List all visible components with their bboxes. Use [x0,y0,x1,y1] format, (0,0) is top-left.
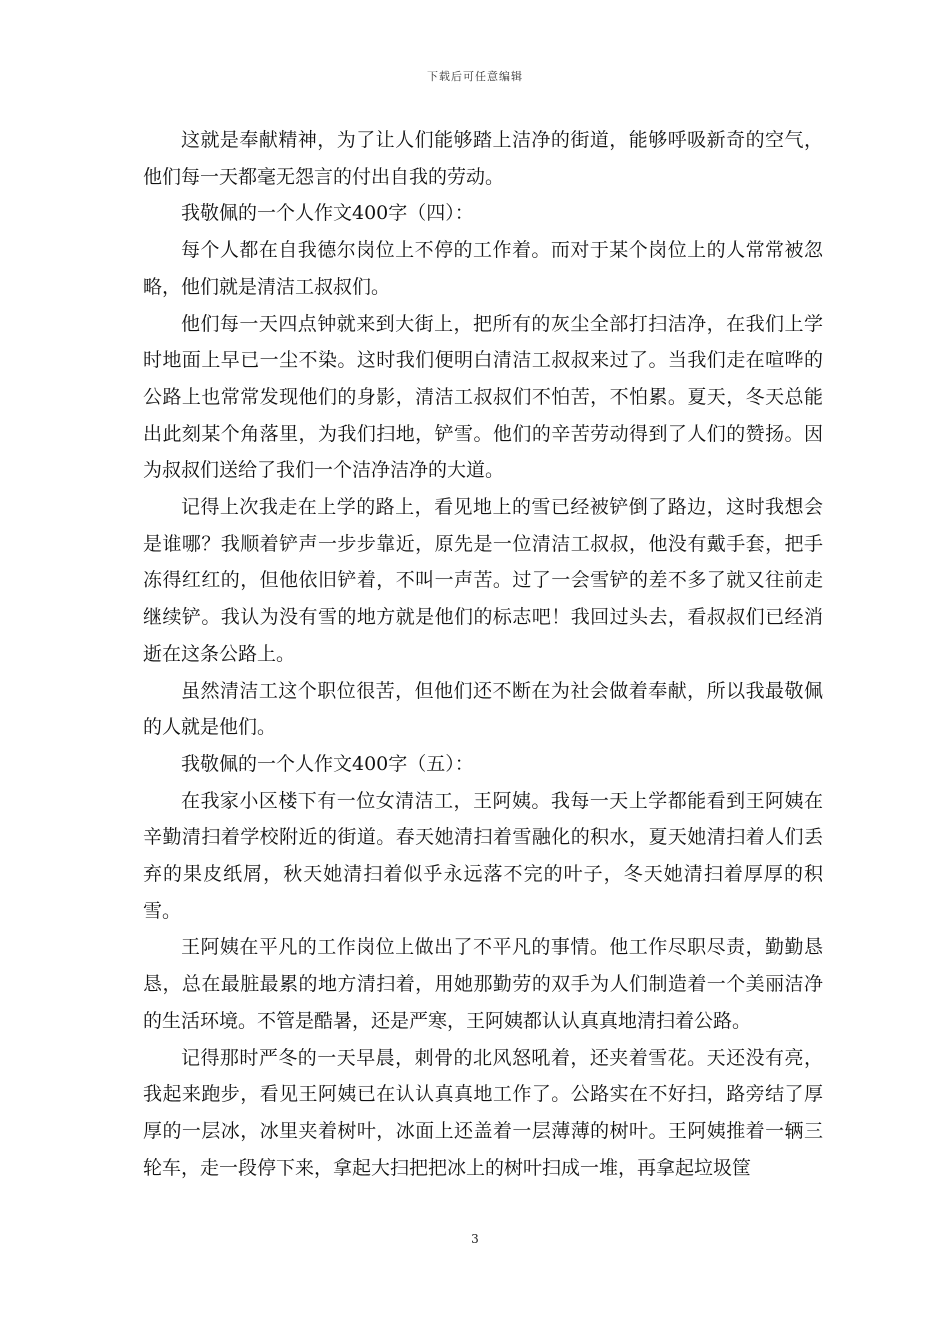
document-body [143,122,823,1186]
page-number: 3 [471,1232,479,1246]
paragraph: 虽然清洁工这个职位很苦，但他们还不断在为社会做着奉献，所以我最敬佩的人就是他们。 [143,679,823,739]
section-heading: 我敬佩的一个人作文400字（四）： [181,202,474,225]
paragraph: 记得那时严冬的一天早晨，刺骨的北风怒吼着，还夹着雪花。天还没有亮，我起来跑步，看见王阿姨已在认认真真地工作了。公路实在不好扫，路旁结了厚厚的一层冰，冰里夹着树叶，冰面上还盖着一层薄薄的树叶。王阿姨推着一辆三轮车，走一段停下来，拿起大扫把把冰上的树叶扫成一堆，再拿起垃圾筐 [143,1046,823,1179]
section-heading: 我敬佩的一个人作文400字（五）： [181,752,474,775]
paragraph: 他们每一天四点钟就来到大街上，把所有的灰尘全部打扫洁净，在我们上学时地面上早已一尘不染。这时我们便明白清洁工叔叔来过了。当我们走在喧哗的公路上也常常发现他们的身影，清洁工叔叔们不怕苦，不怕累。夏天，冬天总能出此刻某个角落里，为我们扫地，铲雪。他们的辛苦劳动得到了人们的赞扬。因为叔叔们送给了我们一个洁净洁净的大道。 [143,312,823,482]
paragraph: 王阿姨在平凡的工作岗位上做出了不平凡的事情。他工作尽职尽责，勤勤恳恳，总在最脏最累的地方清扫着，用她那勤劳的双手为人们制造着一个美丽洁净的生活环境。不管是酷暑，还是严寒，王阿姨都认认真真地清扫着公路。 [143,936,823,1032]
paragraph: 记得上次我走在上学的路上，看见地上的雪已经被铲倒了路边，这时我想会是谁哪？我顺着铲声一步步靠近，原先是一位清洁工叔叔，他没有戴手套，把手冻得红红的，但他依旧铲着，不叫一声苦。过了一会雪铲的差不多了就又往前走继续铲。我认为没有雪的地方就是他们的标志吧！我回过头去，看叔叔们已经消逝在这条公路上。 [143,496,823,665]
paragraph: 每个人都在自我德尔岗位上不停的工作着。而对于某个岗位上的人常常被忽略，他们就是清洁工叔叔们。 [143,239,823,298]
page-header: 下载后可任意编辑 [427,70,523,83]
paragraph: 这就是奉献精神，为了让人们能够踏上洁净的街道，能够呼吸新奇的空气，他们每一天都毫无怨言的付出自我的劳动。 [143,129,823,188]
paragraph: 在我家小区楼下有一位女清洁工，王阿姨。我每一天上学都能看到王阿姨在辛勤清扫着学校附近的街道。春天她清扫着雪融化的积水，夏天她清扫着人们丢弃的果皮纸屑，秋天她清扫着似乎永远落不完的叶子，冬天她清扫着厚厚的积雪。 [143,789,823,922]
